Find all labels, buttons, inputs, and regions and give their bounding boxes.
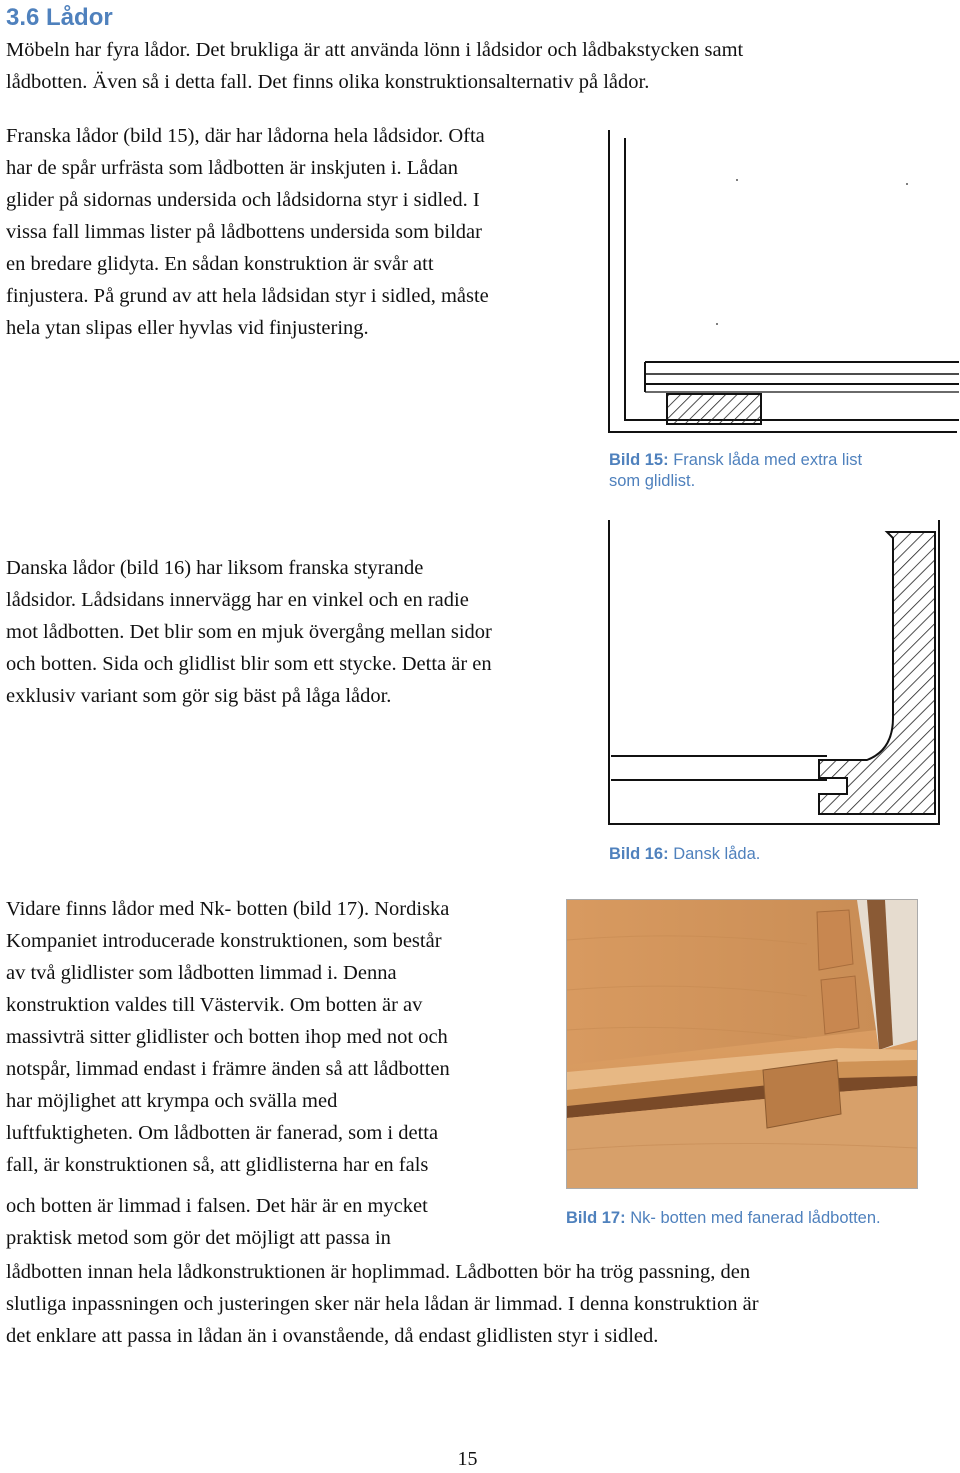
text-line: och botten. Sida och glidlist blir som ett stycke. Detta är en [6, 653, 492, 675]
text-line: praktisk metod som gör det möjligt att passa in [6, 1227, 391, 1249]
french-drawer-paragraph [6, 120, 489, 344]
text-line: hela ytan slipas eller hyvlas vid finjustering. [6, 317, 369, 339]
text-line: exklusiv variant som gör sig bäst på låga lådor. [6, 685, 392, 707]
text-line: Vidare finns lådor med Nk- botten (bild 17). Nordiska [6, 898, 450, 920]
caption-label: Bild 17: [566, 1209, 626, 1227]
text-line: finjustera. På grund av att hela lådsidan styr i sidled, måste [6, 285, 489, 307]
nk-drawer-paragraph [6, 893, 450, 1181]
intro-line-2: lådbotten. Även så i detta fall. Det finns olika konstruktionsalternativ på lådor. [6, 71, 650, 93]
section-heading: 3.6 Lådor [6, 4, 113, 31]
text-line: en bredare glidyta. En sådan konstruktion är svår att [6, 253, 434, 275]
figure-15-caption [609, 450, 862, 492]
text-line: lådsidor. Lådsidans innervägg har en vinkel och en radie [6, 589, 469, 611]
danish-drawer-drawing [607, 518, 947, 828]
text-line: massivträ sitter glidlister och botten ihop med not och [6, 1026, 448, 1048]
figure-16-caption [609, 844, 760, 865]
caption-text: som glidlist. [609, 472, 696, 490]
intro-line-1: Möbeln har fyra lådor. Det brukliga är att använda lönn i lådsidor och lådbakstycken samt [6, 39, 744, 61]
nk-bottom-photo [566, 899, 918, 1189]
text-line: vissa fall limmas lister på lådbottens undersida som bildar [6, 221, 482, 243]
danish-drawer-paragraph [6, 552, 492, 712]
figure-17-caption [566, 1208, 881, 1229]
final-paragraph [6, 1256, 759, 1352]
text-line: fall, är konstruktionen så, att glidlisterna har en fals [6, 1154, 429, 1176]
page-number: 15 [457, 1448, 478, 1470]
text-line: notspår, limmad endast i främre änden så att lådbotten [6, 1058, 450, 1080]
caption-label: Bild 16: [609, 845, 669, 863]
text-line: Franska lådor (bild 15), där har lådorna hela lådsidor. Ofta [6, 125, 485, 147]
text-line: luftfuktigheten. Om lådbotten är fanerad, som i detta [6, 1122, 439, 1144]
text-line: konstruktion valdes till Västervik. Om botten är av [6, 994, 423, 1016]
caption-text: Dansk låda. [668, 845, 761, 863]
caption-text: Fransk låda med extra list [668, 451, 863, 469]
text-line: glider på sidornas undersida och lådsidorna styr i sidled. I [6, 189, 480, 211]
text-line: har möjlighet att krympa och svälla med [6, 1090, 338, 1112]
text-line: det enklare att passa in lådan än i ovanstående, då endast glidlisten styr i sidled. [6, 1325, 659, 1347]
text-line: Danska lådor (bild 16) har liksom franska styrande [6, 557, 424, 579]
text-line: har de spår urfrästa som lådbotten är inskjuten i. Lådan [6, 157, 458, 179]
text-line: slutliga inpassningen och justeringen sker när hela lådan är limmad. I denna konstruktion är [6, 1293, 759, 1315]
text-line: lådbotten innan hela lådkonstruktionen är hoplimmad. Lådbotten bör ha trög passning, den [6, 1261, 751, 1283]
text-line: mot lådbotten. Det blir som en mjuk övergång mellan sidor [6, 621, 492, 643]
text-line: Kompaniet introducerade konstruktionen, som består [6, 930, 442, 952]
text-line: och botten är limmad i falsen. Det här är en mycket [6, 1195, 428, 1217]
caption-text: Nk- botten med fanerad lådbotten. [625, 1209, 881, 1227]
french-drawer-drawing [607, 128, 960, 434]
text-line: av två glidlister som lådbotten limmad i. Denna [6, 962, 397, 984]
caption-label: Bild 15: [609, 451, 669, 469]
